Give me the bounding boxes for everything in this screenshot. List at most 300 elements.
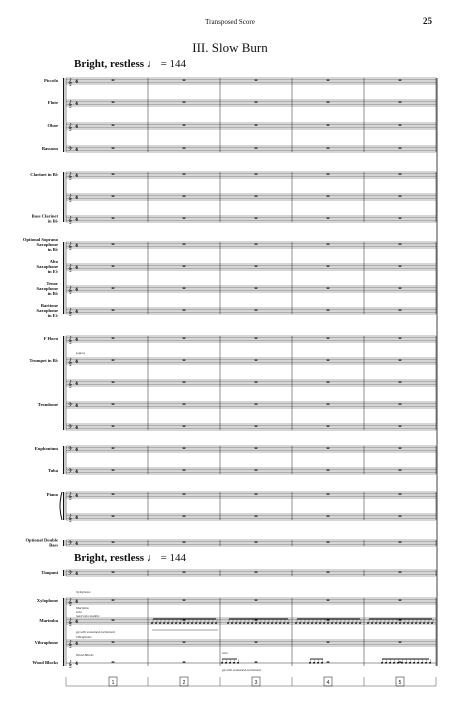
staff (66, 193, 436, 203)
instrument-name: F Horn (43, 336, 58, 341)
whole-rest (183, 102, 186, 103)
note-head (421, 662, 423, 664)
instrument-name: Bass Clarinet (31, 213, 58, 219)
performance-instruction: hard rain mallets (76, 614, 100, 618)
staff (37, 303, 436, 318)
whole-rest (255, 600, 258, 601)
note-head (303, 622, 305, 624)
note-head (259, 622, 261, 624)
staff (39, 617, 436, 627)
beamed-note-group (227, 619, 289, 624)
whole-rest (399, 288, 402, 289)
whole-rest (399, 516, 402, 517)
whole-rest (183, 448, 186, 449)
bracket (63, 172, 64, 222)
tempo-text: Bright, restless (74, 552, 145, 564)
staff (30, 171, 436, 181)
whole-rest (112, 572, 115, 573)
whole-rest (327, 426, 330, 427)
time-signature: 4 (75, 448, 79, 453)
whole-rest (183, 662, 186, 663)
staff (48, 468, 436, 476)
time-signature: 4 (75, 360, 79, 365)
whole-rest (183, 125, 186, 126)
note-head (221, 662, 223, 664)
bass-clef-icon: 𝄢 (68, 540, 73, 548)
whole-rest (327, 125, 330, 126)
note-head (331, 622, 333, 624)
treble-clef-icon: 𝄞 (68, 242, 73, 250)
note-head (417, 662, 419, 664)
time-signature: 4 (75, 338, 79, 343)
note-head (225, 662, 227, 664)
whole-rest (112, 494, 115, 495)
note-head (295, 622, 297, 624)
instrument-name: Bassoon (41, 146, 58, 151)
instrument-name: Saxophone (36, 264, 58, 269)
note-head (403, 622, 405, 624)
note-head (375, 622, 377, 624)
note-head (315, 622, 317, 624)
note-head (343, 622, 345, 624)
whole-rest (327, 360, 330, 361)
note-head (387, 622, 389, 624)
whole-rest (399, 542, 402, 543)
bracket (63, 242, 64, 314)
whole-rest (255, 426, 258, 427)
time-signature: 4 (75, 542, 79, 547)
whole-rest (327, 174, 330, 175)
note-head (199, 622, 201, 624)
note-head (401, 662, 403, 664)
dynamic-marking: pp with sustained excitement (76, 630, 116, 634)
whole-rest (112, 80, 115, 81)
whole-rest (183, 404, 186, 405)
performance-instruction: (open) (76, 351, 85, 355)
instrument-name: Wood Blocks (32, 660, 58, 665)
note-head (155, 622, 157, 624)
note-head (299, 622, 301, 624)
note-head (385, 662, 387, 664)
whole-rest (327, 338, 330, 339)
whole-rest (112, 542, 115, 543)
whole-rest (255, 516, 258, 517)
whole-rest (327, 572, 330, 573)
whole-rest (327, 148, 330, 149)
staff (47, 491, 436, 501)
time-signature: 4 (75, 80, 79, 85)
instrument-name: Flute (47, 100, 58, 105)
bass-clef-icon: 𝄢 (68, 570, 73, 578)
bracket (63, 446, 64, 474)
score-header-title: Transposed Score (205, 18, 255, 26)
instrument-name: Alto (49, 259, 58, 264)
whole-rest (255, 572, 258, 573)
instrument-cue: Marimba (76, 606, 89, 610)
note-head (319, 622, 321, 624)
whole-rest (327, 244, 330, 245)
whole-rest (399, 196, 402, 197)
instrument-name: Tenor (46, 281, 58, 286)
whole-rest (112, 642, 115, 643)
note-head (429, 662, 431, 664)
time-signature: 4 (75, 662, 79, 667)
whole-rest (399, 448, 402, 449)
whole-rest (327, 404, 330, 405)
whole-rest (112, 662, 115, 663)
whole-rest (327, 288, 330, 289)
whole-rest (255, 174, 258, 175)
whole-rest (112, 125, 115, 126)
whole-rest (112, 266, 115, 267)
instrument-name: in E♭ (47, 313, 58, 318)
treble-clef-icon: 𝄞 (68, 286, 73, 294)
note-head (323, 622, 325, 624)
time-signature: 4 (75, 620, 79, 625)
note-head (287, 622, 289, 624)
whole-rest (112, 310, 115, 311)
note-head (247, 622, 249, 624)
whole-rest (255, 662, 258, 663)
treble-clef-icon: 𝄞 (68, 264, 73, 272)
bracket (63, 598, 64, 666)
note-head (255, 622, 257, 624)
rehearsal-label: 4 (326, 680, 330, 686)
note-head (371, 622, 373, 624)
quarter-note-icon: ♩ (146, 58, 158, 70)
note-head (399, 622, 401, 624)
note-head (311, 622, 313, 624)
time-signature: 4 (75, 516, 79, 521)
note-head (321, 662, 323, 664)
note-head (367, 622, 369, 624)
note-head (229, 662, 231, 664)
note-head (237, 662, 239, 664)
whole-rest (255, 196, 258, 197)
whole-rest (183, 494, 186, 495)
note-head (233, 662, 235, 664)
time-signature: 4 (75, 148, 79, 153)
treble-clef-icon: 𝄞 (68, 308, 73, 316)
rehearsal-label: 3 (254, 680, 258, 686)
whole-rest (327, 642, 330, 643)
instrument-cue: Xylophone (76, 590, 91, 594)
note-head (195, 622, 197, 624)
rehearsal-number (180, 677, 188, 686)
whole-rest (183, 174, 186, 175)
note-head (231, 622, 233, 624)
whole-rest (183, 470, 186, 471)
whole-rest (327, 196, 330, 197)
instrument-name: Trumpet in B♭ (29, 358, 58, 363)
instrument-name: Trombone (37, 402, 58, 407)
note-head (409, 662, 411, 664)
treble-clef-icon: 𝄞 (68, 618, 73, 626)
time-signature: 4 (75, 266, 79, 271)
instrument-name: Piano (46, 492, 58, 497)
note-head (243, 622, 245, 624)
instrument-name: Saxophone (36, 308, 58, 313)
movement-title: III. Slow Burn (192, 40, 268, 55)
whole-rest (255, 404, 258, 405)
staff (48, 122, 436, 132)
whole-rest (112, 360, 115, 361)
note-head (203, 622, 205, 624)
whole-rest (183, 80, 186, 81)
performance-instruction: solo (222, 651, 228, 655)
instrument-name: Bass (49, 542, 58, 548)
whole-rest (112, 600, 115, 601)
whole-rest (183, 642, 186, 643)
treble-clef-icon: 𝄞 (68, 172, 73, 180)
whole-rest (327, 102, 330, 103)
whole-rest (399, 174, 402, 175)
note-head (411, 622, 413, 624)
rehearsal-number (324, 677, 332, 686)
staff (44, 77, 436, 87)
whole-rest (327, 310, 330, 311)
whole-rest (255, 470, 258, 471)
note-head (317, 662, 319, 664)
instrument-name: Vibraphone (34, 640, 58, 645)
instrument-name: Baritone (40, 303, 58, 308)
whole-rest (399, 148, 402, 149)
whole-rest (112, 196, 115, 197)
time-signature: 4 (75, 404, 79, 409)
treble-clef-icon: 𝄞 (68, 194, 73, 202)
whole-rest (399, 266, 402, 267)
staff (66, 513, 436, 523)
whole-rest (183, 266, 186, 267)
staff (44, 335, 436, 345)
bracket (63, 78, 64, 152)
note-head (335, 622, 337, 624)
whole-rest (183, 148, 186, 149)
note-head (309, 662, 311, 664)
whole-rest (112, 218, 115, 219)
note-head (207, 622, 209, 624)
whole-rest (399, 80, 402, 81)
time-signature: 4 (75, 494, 79, 499)
staff (37, 259, 436, 274)
treble-clef-icon: 𝄞 (68, 358, 73, 366)
whole-rest (255, 338, 258, 339)
staff (25, 538, 436, 549)
whole-rest (327, 80, 330, 81)
whole-rest (255, 288, 258, 289)
treble-clef-icon: 𝄞 (68, 336, 73, 344)
whole-rest (327, 516, 330, 517)
note-head (239, 622, 241, 624)
note-head (431, 622, 433, 624)
note-head (355, 622, 357, 624)
note-head (393, 662, 395, 664)
instrument-name: in E♭ (47, 269, 58, 274)
note-head (339, 622, 341, 624)
note-head (267, 622, 269, 624)
whole-rest (327, 600, 330, 601)
note-head (271, 622, 273, 624)
whole-rest (255, 310, 258, 311)
rehearsal-label: 2 (182, 680, 186, 686)
instrument-name: Xylophone (36, 598, 58, 603)
whole-rest (183, 196, 186, 197)
whole-rest (112, 448, 115, 449)
note-head (251, 622, 253, 624)
note-head (419, 622, 421, 624)
whole-rest (112, 404, 115, 405)
note-head (151, 622, 153, 624)
whole-rest (112, 174, 115, 175)
whole-rest (255, 266, 258, 267)
whole-rest (183, 310, 186, 311)
note-head (347, 622, 349, 624)
note-head (391, 622, 393, 624)
whole-rest (327, 470, 330, 471)
note-head (405, 662, 407, 664)
rehearsal-label: 5 (398, 680, 402, 686)
staff (66, 424, 436, 432)
whole-rest (112, 148, 115, 149)
staff (42, 146, 436, 154)
note-head (283, 622, 285, 624)
whole-rest (399, 662, 402, 663)
tempo-text: Bright, restless (74, 58, 145, 70)
whole-rest (183, 360, 186, 361)
whole-rest (255, 448, 258, 449)
whole-rest (255, 80, 258, 81)
note-head (171, 622, 173, 624)
bracket (63, 540, 64, 546)
whole-rest (399, 642, 402, 643)
time-signature: 4 (75, 218, 79, 223)
note-head (235, 622, 237, 624)
whole-rest (183, 218, 186, 219)
treble-clef-icon: 𝄞 (68, 514, 73, 522)
instrument-name: Optional Double (25, 537, 58, 543)
staff (32, 214, 436, 226)
dynamic-marking: pp with sustained excitement (222, 668, 262, 672)
rehearsal-number (109, 677, 117, 686)
tempo-bpm: = 144 (160, 58, 187, 70)
note-head (313, 662, 315, 664)
whole-rest (327, 662, 330, 663)
whole-rest (399, 426, 402, 427)
treble-clef-icon: 𝄞 (68, 640, 73, 648)
time-signature: 4 (75, 125, 79, 130)
note-head (381, 662, 383, 664)
staff (41, 570, 436, 578)
whole-rest (327, 542, 330, 543)
whole-rest (327, 494, 330, 495)
note-head (389, 662, 391, 664)
note-head (379, 622, 381, 624)
whole-rest (112, 426, 115, 427)
staff (38, 402, 436, 410)
note-head (211, 622, 213, 624)
whole-rest (255, 382, 258, 383)
brace-icon (60, 492, 62, 520)
note-head (395, 622, 397, 624)
staff (66, 379, 436, 389)
whole-rest (399, 572, 402, 573)
whole-rest (327, 266, 330, 267)
whole-rest (183, 426, 186, 427)
instrument-name: Euphonium (34, 446, 58, 451)
note-head (191, 622, 193, 624)
bracket (63, 492, 64, 520)
whole-rest (399, 600, 402, 601)
time-signature: 4 (75, 382, 79, 387)
instrument-name: in B♭ (47, 291, 58, 296)
note-head (163, 622, 165, 624)
whole-rest (112, 620, 115, 621)
whole-rest (255, 125, 258, 126)
treble-clef-icon: 𝄞 (68, 123, 73, 131)
instrument-name: Marimba (39, 618, 58, 623)
staff (48, 99, 436, 109)
tempo-bpm: = 144 (160, 552, 187, 564)
whole-rest (399, 102, 402, 103)
note-head (407, 622, 409, 624)
staff (23, 237, 436, 252)
note-head (183, 622, 185, 624)
whole-rest (183, 288, 186, 289)
whole-rest (399, 404, 402, 405)
whole-rest (183, 338, 186, 339)
instrument-name: Clarinet in B♭ (30, 172, 58, 177)
whole-rest (399, 310, 402, 311)
time-signature: 4 (75, 102, 79, 107)
note-head (275, 622, 277, 624)
whole-rest (327, 448, 330, 449)
treble-clef-icon: 𝄞 (68, 380, 73, 388)
whole-rest (399, 338, 402, 339)
bass-clef-icon: 𝄢 (68, 146, 73, 154)
whole-rest (183, 382, 186, 383)
note-head (383, 622, 385, 624)
whole-rest (183, 516, 186, 517)
instrument-name: Tuba (47, 468, 58, 473)
instrument-name: Oboe (47, 123, 58, 128)
note-head (279, 622, 281, 624)
whole-rest (255, 102, 258, 103)
instrument-name: Saxophone (36, 242, 58, 247)
whole-rest (255, 494, 258, 495)
note-head (179, 622, 181, 624)
note-head (397, 662, 399, 664)
time-signature: 4 (75, 174, 79, 179)
time-signature: 4 (75, 196, 79, 201)
whole-rest (183, 244, 186, 245)
note-head (359, 622, 361, 624)
whole-rest (255, 542, 258, 543)
rehearsal-label: 1 (111, 680, 115, 686)
bass-clef-icon: 𝄢 (68, 424, 73, 432)
bracket (63, 336, 64, 430)
whole-rest (399, 244, 402, 245)
instrument-name: Saxophone (36, 286, 58, 291)
time-signature: 4 (75, 244, 79, 249)
note-head (307, 622, 309, 624)
note-head (427, 622, 429, 624)
quarter-note-icon: ♩ (146, 552, 158, 564)
treble-clef-icon: 𝄞 (68, 492, 73, 500)
instrument-name: in B♭ (47, 247, 58, 252)
whole-rest (327, 382, 330, 383)
staff (35, 639, 436, 649)
note-head (167, 622, 169, 624)
